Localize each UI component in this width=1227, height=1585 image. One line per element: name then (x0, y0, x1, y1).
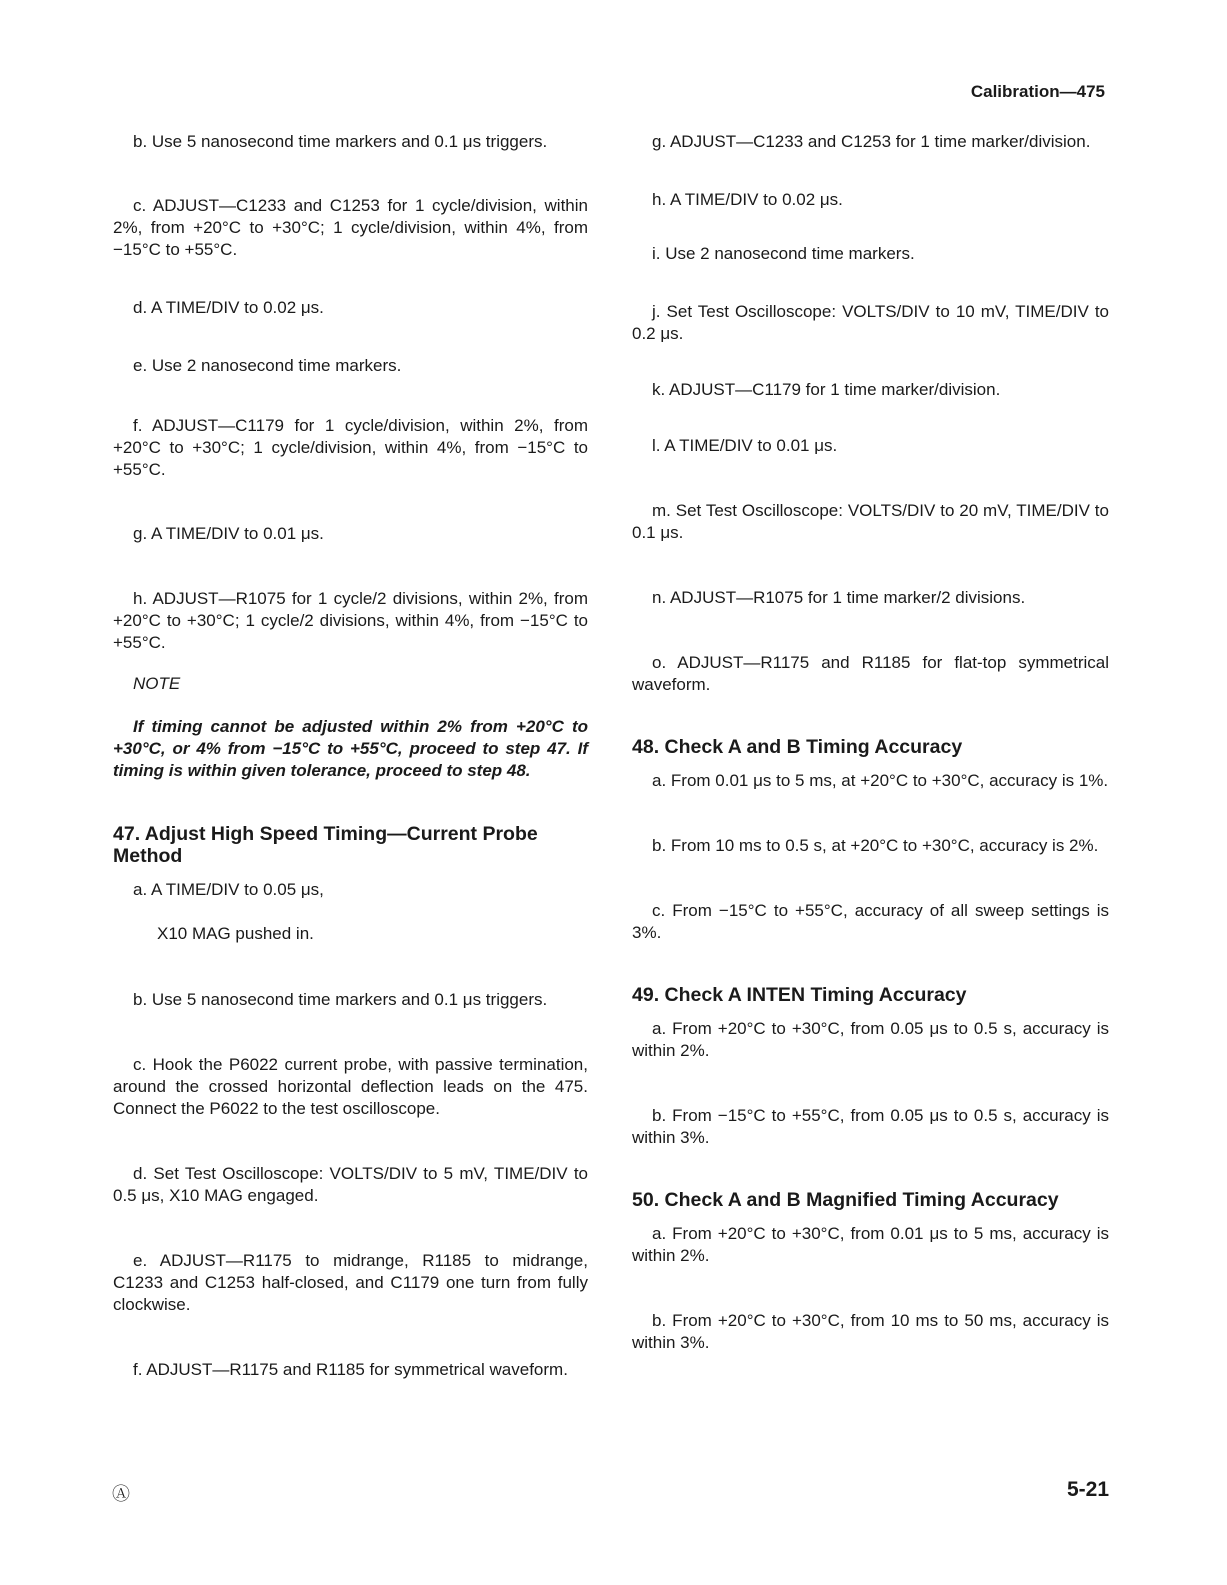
revision-mark: Ⓐ (112, 1484, 130, 1504)
note-body: If timing cannot be adjusted within 2% from +20°C to +30°C, or 4% from −15°C to +55°C, proceed to step 47. If timing is within given tolerance, proceed to step 48. (113, 717, 588, 780)
step-f: f. ADJUST—C1179 for 1 cycle/division, within 2%, from +20°C to +30°C; 1 cycle/division, within 4%, from −15°C to +55°C. (113, 416, 588, 479)
section-48-heading: 48. Check A and B Timing Accuracy (632, 736, 963, 758)
step-47-n: n. ADJUST—R1075 for 1 time marker/2 divisions. (652, 588, 1026, 607)
step-48-c: c. From −15°C to +55°C, accuracy of all sweep settings is 3%. (632, 901, 1109, 942)
step-50-b: b. From +20°C to +30°C, from 10 ms to 50 ms, accuracy is within 3%. (632, 1311, 1109, 1352)
step-h: h. ADJUST—R1075 for 1 cycle/2 divisions, within 2%, from +20°C to +30°C; 1 cycle/2 divisions, within 4%, from −15°C to +55°C. (113, 589, 588, 652)
step-47-m: m. Set Test Oscilloscope: VOLTS/DIV to 20 mV, TIME/DIV to 0.1 μs. (632, 501, 1109, 542)
section-47-heading: 47. Adjust High Speed Timing—Current Probe Method (113, 823, 538, 867)
page-number: 5-21 (1066, 1478, 1109, 1501)
section-49-heading: 49. Check A INTEN Timing Accuracy (632, 984, 967, 1006)
note-title: NOTE (133, 674, 181, 693)
step-d: d. A TIME/DIV to 0.02 μs. (133, 298, 324, 317)
right-column (632, 128, 1109, 1354)
step-47-a: a. A TIME/DIV to 0.05 μs, (133, 880, 324, 899)
step-47-b: b. Use 5 nanosecond time markers and 0.1 μs triggers. (133, 990, 548, 1009)
step-47-h: h. A TIME/DIV to 0.02 μs. (652, 190, 843, 209)
step-c: c. ADJUST—C1233 and C1253 for 1 cycle/division, within 2%, from +20°C to +30°C; 1 cycle/division, within 4%, from −15°C to +55°C. (113, 196, 588, 259)
step-g: g. A TIME/DIV to 0.01 μs. (133, 524, 324, 543)
step-47-k: k. ADJUST—C1179 for 1 time marker/division. (652, 380, 1001, 399)
step-47-e: e. ADJUST—R1175 to midrange, R1185 to midrange, C1233 and C1253 half-closed, and C1179 one turn from fully clockwise. (113, 1251, 588, 1314)
left-column (113, 128, 588, 1381)
step-49-a: a. From +20°C to +30°C, from 0.05 μs to 0.5 s, accuracy is within 2%. (632, 1019, 1109, 1060)
step-47-c: c. Hook the P6022 current probe, with passive termination, around the crossed horizontal deflection leads on the 475. Connect the P6022 to the test oscilloscope. (113, 1055, 588, 1118)
step-47-i: i. Use 2 nanosecond time markers. (652, 244, 915, 263)
step-47-d: d. Set Test Oscilloscope: VOLTS/DIV to 5 mV, TIME/DIV to 0.5 μs, X10 MAG engaged. (113, 1164, 588, 1205)
step-48-a: a. From 0.01 μs to 5 ms, at +20°C to +30°C, accuracy is 1%. (652, 771, 1109, 790)
step-49-b: b. From −15°C to +55°C, from 0.05 μs to 0.5 s, accuracy is within 3%. (632, 1106, 1109, 1147)
step-47-o: o. ADJUST—R1175 and R1185 for flat-top symmetrical waveform. (632, 653, 1109, 694)
step-47-g: g. ADJUST—C1233 and C1253 for 1 time marker/division. (652, 132, 1091, 151)
step-47-l: l. A TIME/DIV to 0.01 μs. (652, 436, 838, 455)
step-47-a-cont: X10 MAG pushed in. (157, 924, 314, 943)
section-50-heading: 50. Check A and B Magnified Timing Accuracy (632, 1189, 1059, 1211)
step-e: e. Use 2 nanosecond time markers. (133, 356, 402, 375)
step-48-b: b. From 10 ms to 0.5 s, at +20°C to +30°C, accuracy is 2%. (652, 836, 1099, 855)
running-header: Calibration—475 (970, 82, 1105, 101)
step-50-a: a. From +20°C to +30°C, from 0.01 μs to 5 ms, accuracy is within 2%. (632, 1224, 1109, 1265)
step-47-j: j. Set Test Oscilloscope: VOLTS/DIV to 10 mV, TIME/DIV to 0.2 μs. (632, 302, 1109, 343)
step-b: b. Use 5 nanosecond time markers and 0.1 μs triggers. (133, 132, 548, 151)
step-47-f: f. ADJUST—R1175 and R1185 for symmetrical waveform. (133, 1360, 568, 1379)
